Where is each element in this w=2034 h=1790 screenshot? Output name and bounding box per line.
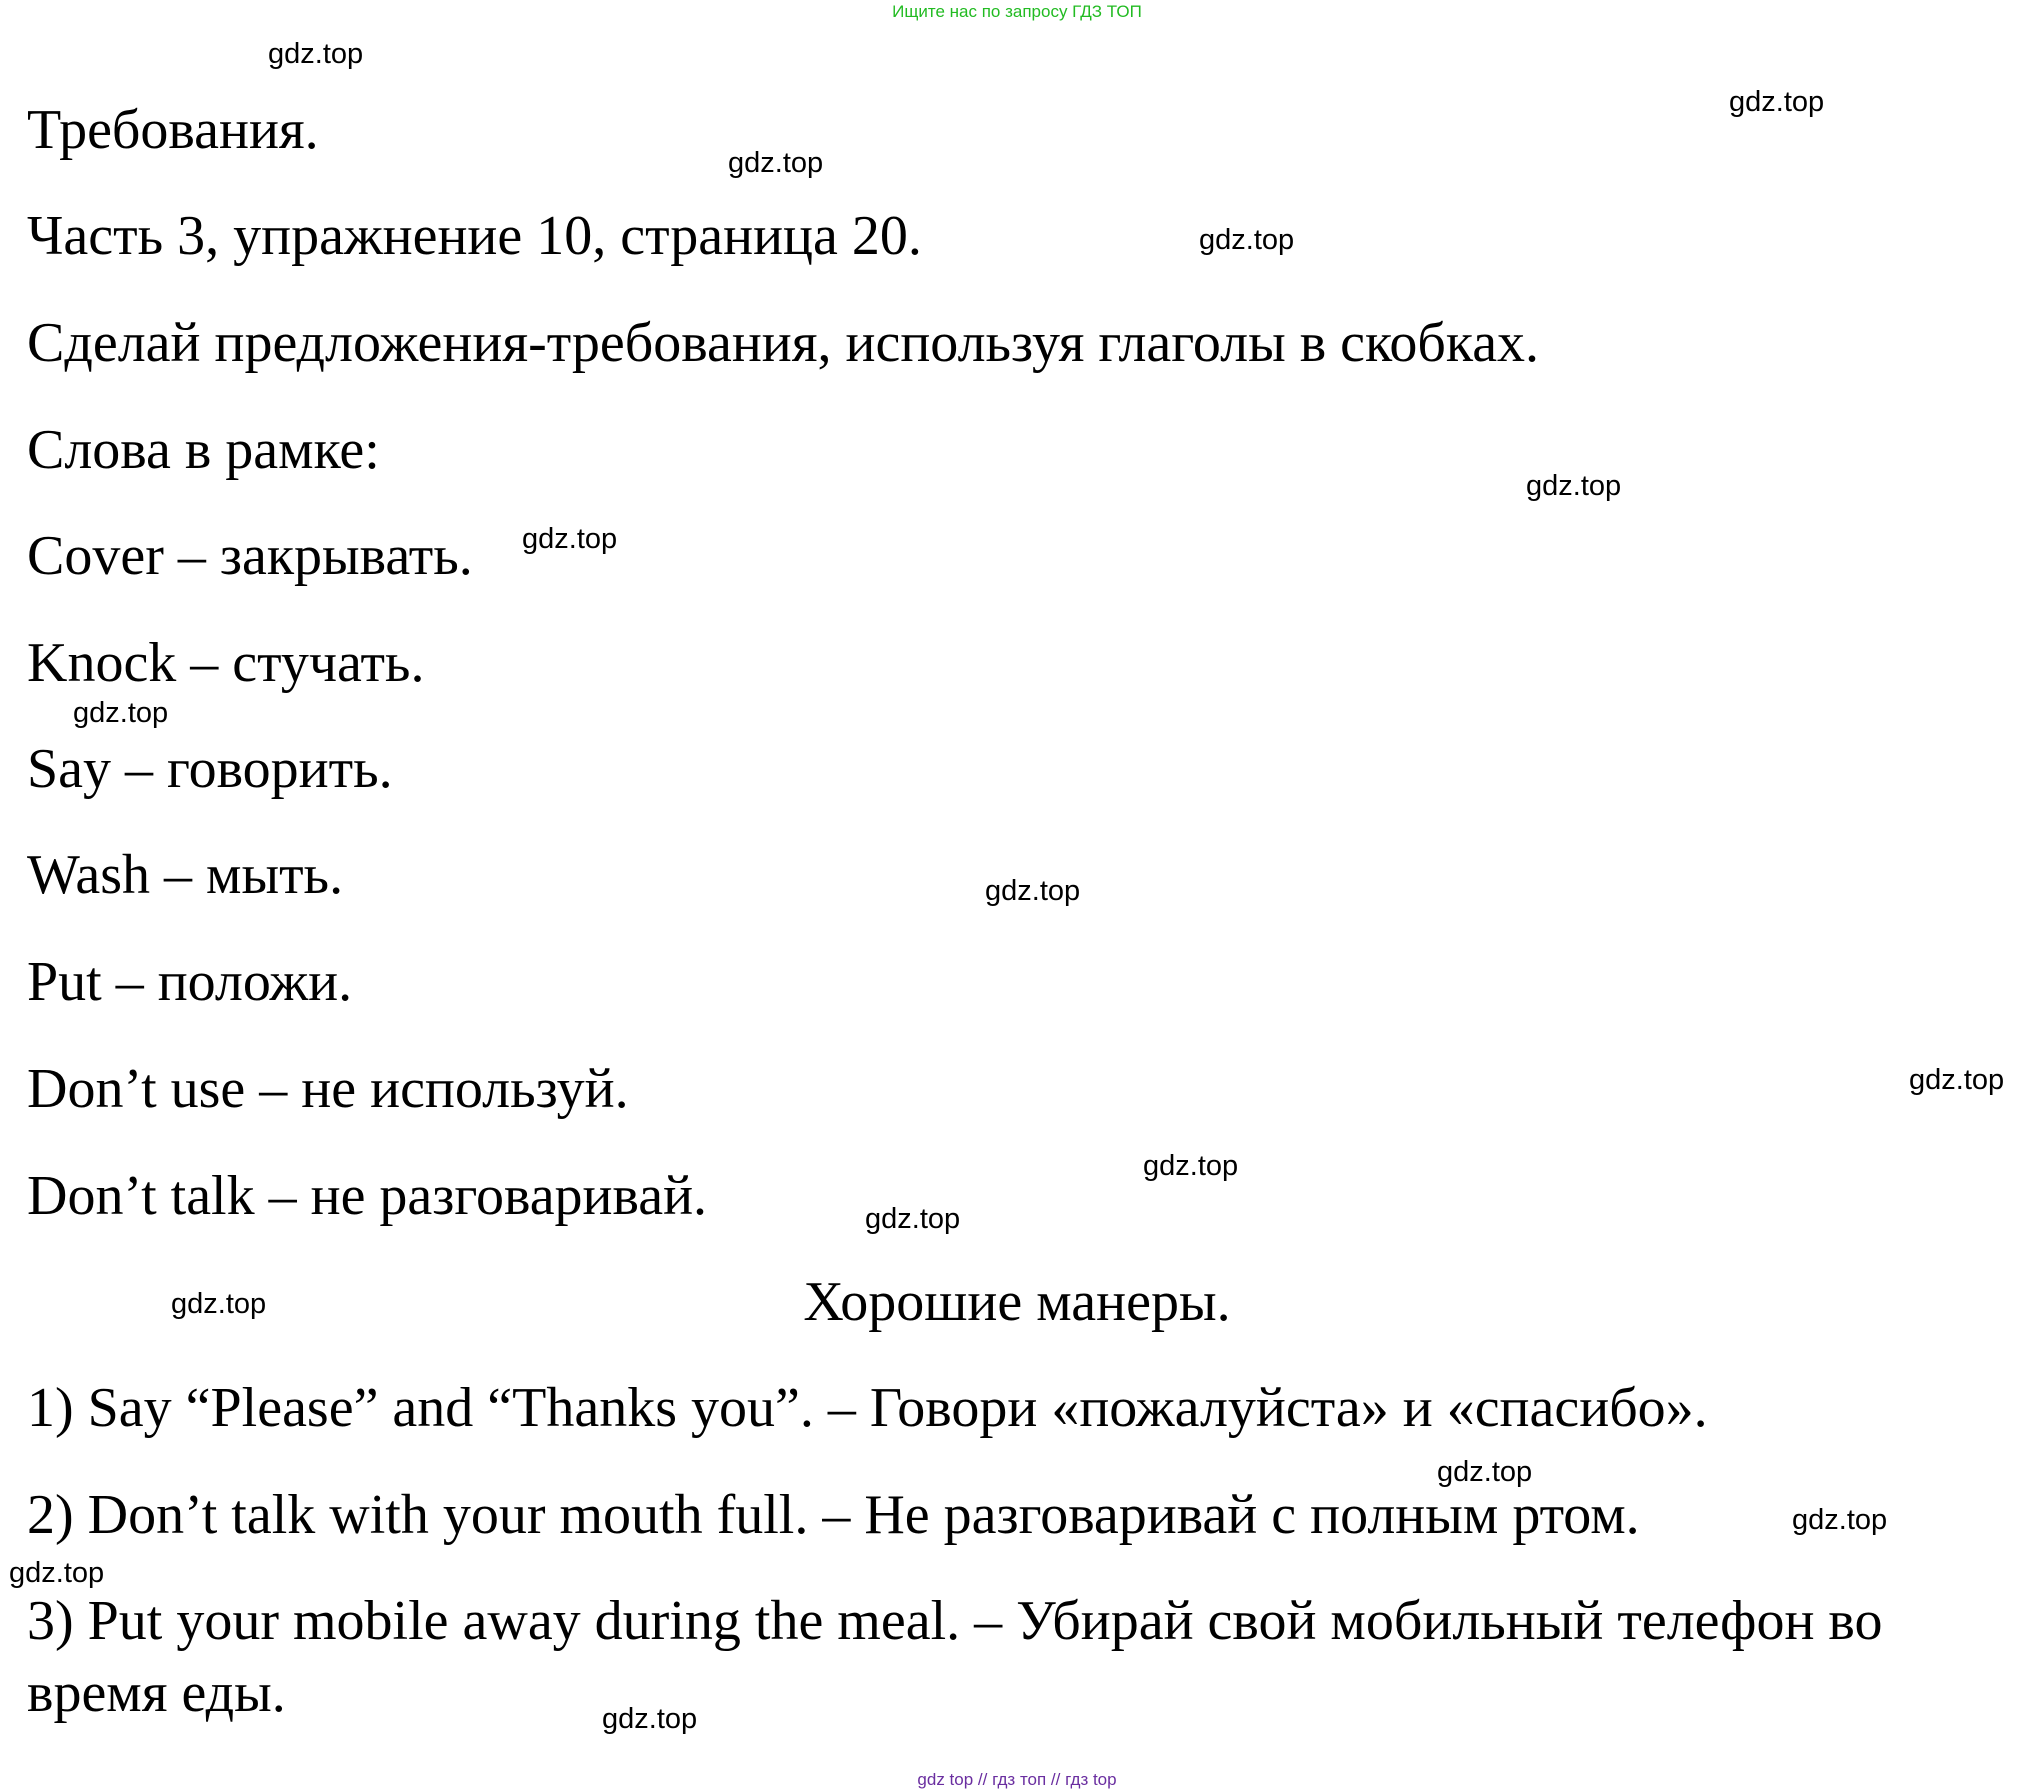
vocab-item: Cover – закрывать. bbox=[27, 525, 473, 587]
watermark: gdz.top bbox=[9, 1557, 105, 1589]
watermark: gdz.top bbox=[522, 523, 618, 555]
watermark: gdz.top bbox=[1199, 224, 1295, 256]
section-title: Хорошие манеры. bbox=[803, 1271, 1231, 1333]
exercise-instruction: Сделай предложения-требования, используя глаголы в скобках. bbox=[27, 312, 1540, 374]
watermark: gdz.top bbox=[1909, 1064, 2005, 1096]
answer-line: 2) Don’t talk with your mouth full. – Не разговаривай с полным ртом. bbox=[27, 1484, 1640, 1546]
watermark: gdz.top bbox=[1729, 86, 1825, 118]
vocab-item: Don’t use – не используй. bbox=[27, 1058, 629, 1120]
footer-banner: gdz top // гдз топ // гдз top bbox=[917, 1770, 1117, 1789]
watermark: gdz.top bbox=[728, 147, 824, 179]
watermark: gdz.top bbox=[1143, 1150, 1239, 1182]
watermark: gdz.top bbox=[73, 697, 169, 729]
answer-line: время еды. bbox=[27, 1662, 286, 1724]
document-title: Требования. bbox=[27, 99, 319, 161]
watermark: gdz.top bbox=[865, 1203, 961, 1235]
watermark: gdz.top bbox=[985, 875, 1081, 907]
watermark: gdz.top bbox=[171, 1288, 267, 1320]
answer-line: 3) Put your mobile away during the meal. – Убирай свой мобильный телефон во bbox=[27, 1590, 1883, 1652]
watermark: gdz.top bbox=[268, 38, 364, 70]
watermark: gdz.top bbox=[1792, 1504, 1888, 1536]
exercise-reference: Часть 3, упражнение 10, страница 20. bbox=[27, 205, 922, 267]
watermark: gdz.top bbox=[1437, 1456, 1533, 1488]
vocab-item: Wash – мыть. bbox=[27, 844, 344, 906]
watermark: gdz.top bbox=[1526, 470, 1622, 502]
vocab-item: Knock – стучать. bbox=[27, 632, 425, 694]
vocab-item: Put – положи. bbox=[27, 951, 353, 1013]
vocab-heading: Слова в рамке: bbox=[27, 419, 380, 481]
watermark: gdz.top bbox=[602, 1703, 698, 1735]
header-banner: Ищите нас по запросу ГДЗ ТОП bbox=[892, 2, 1142, 21]
vocab-item: Don’t talk – не разговаривай. bbox=[27, 1165, 708, 1227]
vocab-item: Say – говорить. bbox=[27, 738, 393, 800]
answer-line: 1) Say “Please” and “Thanks you”. – Говори «пожалуйста» и «спасибо». bbox=[27, 1377, 1708, 1439]
